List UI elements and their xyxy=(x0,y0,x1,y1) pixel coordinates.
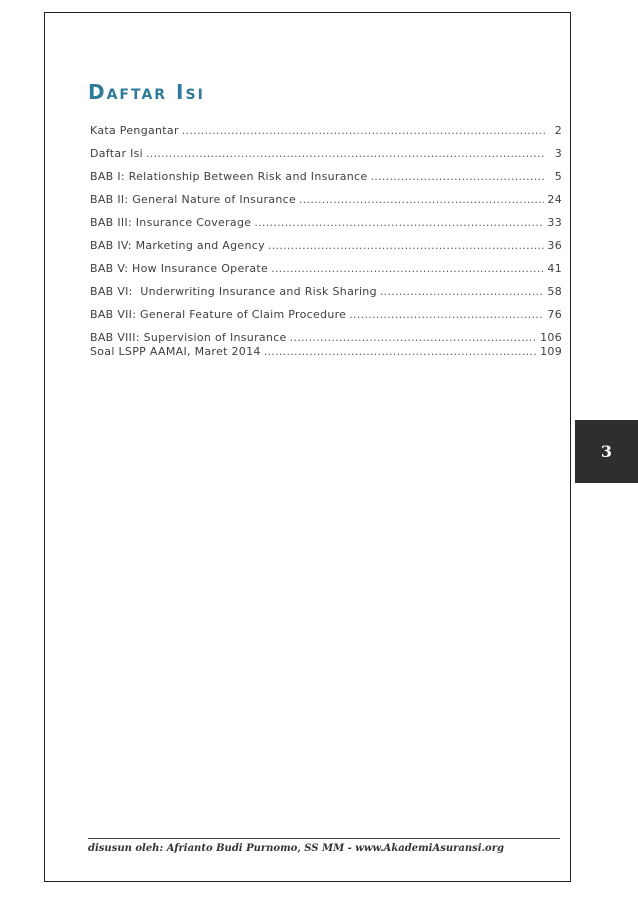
footer-credit: disusun oleh: Afrianto Budi Purnomo, SS MM - www.AkademiAsuransi.org xyxy=(88,843,504,854)
toc-leader-dots xyxy=(146,147,545,160)
toc-entry-label: BAB VI: Underwriting Insurance and Risk Sharing xyxy=(90,285,377,298)
toc-entry-label: Kata Pengantar xyxy=(90,124,179,137)
toc-entry-page: 58 xyxy=(547,285,562,298)
toc-entry-page: 36 xyxy=(547,239,562,252)
toc-entry-page: 109 xyxy=(540,345,562,358)
toc-entry-page: 41 xyxy=(547,262,562,275)
toc-entry-label: BAB II: General Nature of Insurance xyxy=(90,193,297,206)
toc-leader-dots xyxy=(349,308,544,321)
toc-leader-dots xyxy=(268,239,544,252)
toc-entry[interactable] xyxy=(90,239,562,252)
toc-entry[interactable] xyxy=(90,147,562,160)
toc-entry-page: 106 xyxy=(540,331,562,344)
toc-entry-page: 33 xyxy=(547,216,562,229)
toc-leader-dots xyxy=(271,262,544,275)
toc-entry[interactable] xyxy=(90,331,562,344)
toc-entry-label: BAB VIII: Supervision of Insurance xyxy=(90,331,287,344)
toc-leader-dots xyxy=(299,193,544,206)
toc-entry-page: 76 xyxy=(547,308,562,321)
toc-entry[interactable] xyxy=(90,308,562,321)
toc-title: Daftar Isi xyxy=(88,80,205,104)
toc-entry-page: 5 xyxy=(554,170,562,183)
toc-entry-page: 2 xyxy=(554,124,562,137)
toc-entry-page: 3 xyxy=(554,147,562,160)
toc-list xyxy=(90,124,562,368)
page-number: 3 xyxy=(600,442,613,461)
toc-entry-label: BAB IV: Marketing and Agency xyxy=(90,239,265,252)
toc-entry-label: Daftar Isi xyxy=(90,147,143,160)
toc-entry-label: BAB V: How Insurance Operate xyxy=(90,262,269,275)
toc-entry[interactable] xyxy=(90,193,562,206)
toc-entry-label: BAB III: Insurance Coverage xyxy=(90,216,252,229)
toc-entry[interactable] xyxy=(90,345,562,358)
page-number-tab xyxy=(575,420,638,483)
footer-divider xyxy=(88,838,560,839)
toc-entry-label: BAB VII: General Feature of Claim Procedure xyxy=(90,308,347,321)
toc-entry-label: Soal LSPP AAMAI, Maret 2014 xyxy=(90,345,261,358)
toc-entry[interactable] xyxy=(90,285,562,298)
toc-entry-label: BAB I: Relationship Between Risk and Insurance xyxy=(90,170,368,183)
toc-leader-dots xyxy=(370,170,545,183)
toc-leader-dots xyxy=(254,216,544,229)
toc-leader-dots xyxy=(290,331,537,344)
toc-entry[interactable] xyxy=(90,170,562,183)
toc-entry[interactable] xyxy=(90,124,562,137)
toc-leader-dots xyxy=(182,124,545,137)
toc-entry[interactable] xyxy=(90,262,562,275)
toc-leader-dots xyxy=(264,345,537,358)
toc-entry[interactable] xyxy=(90,216,562,229)
toc-entry-page: 24 xyxy=(547,193,562,206)
toc-leader-dots xyxy=(380,285,545,298)
